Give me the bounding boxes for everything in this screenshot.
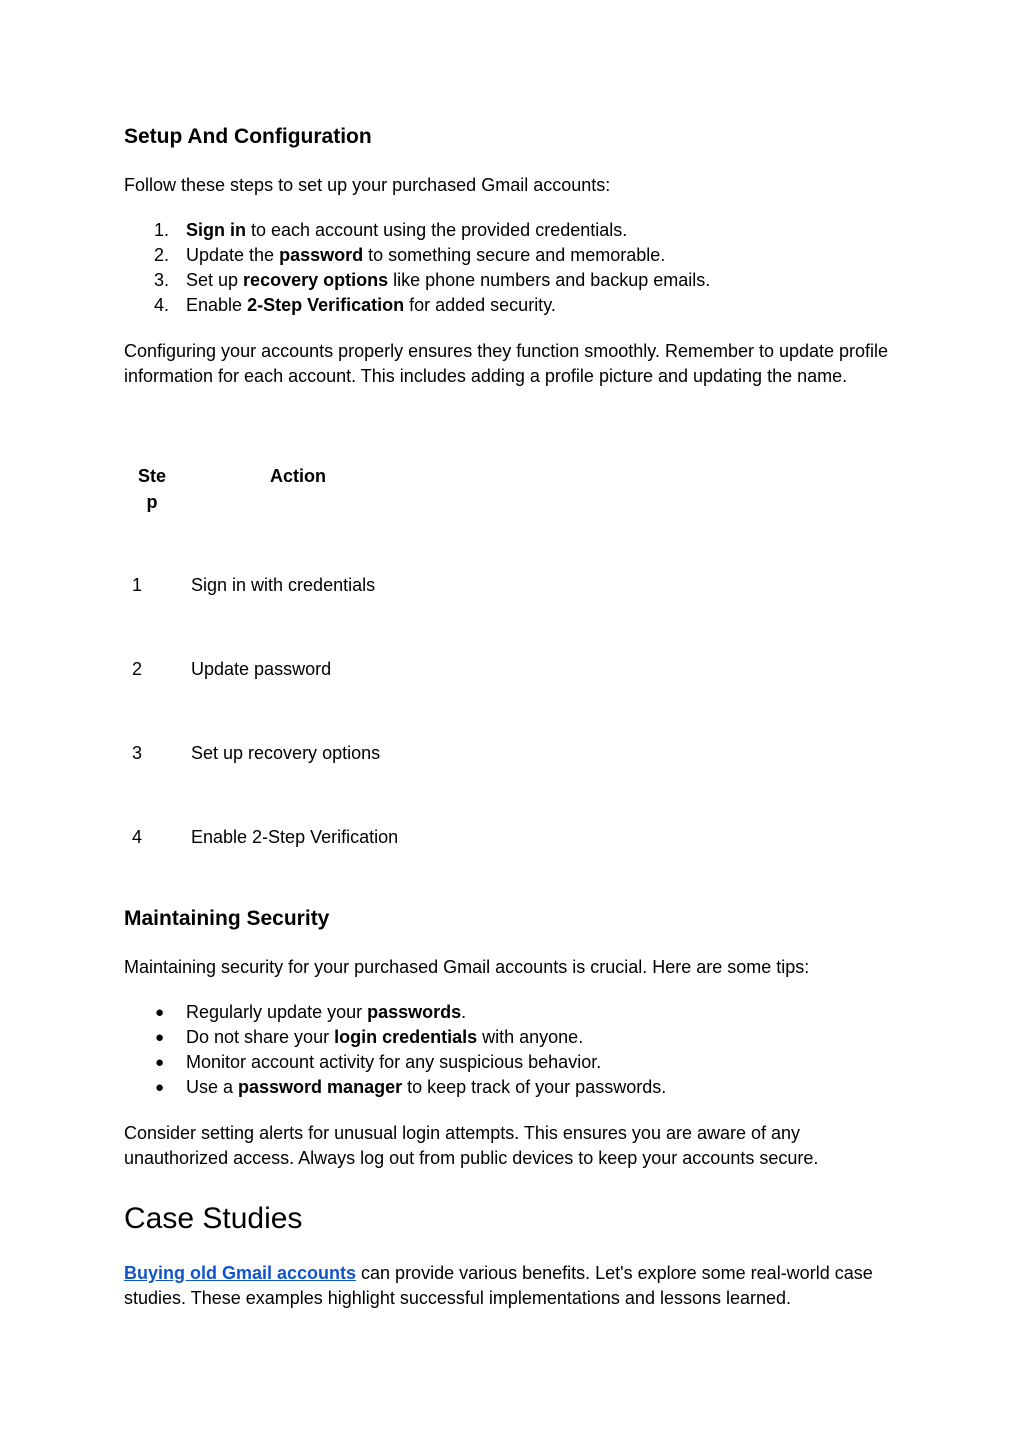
setup-paragraph: Configuring your accounts properly ensures they function smoothly. Remember to update profile information for each account. This includes adding a profile picture and updating the name.: [124, 341, 889, 386]
list-number: 4.: [154, 295, 170, 315]
list-number: 2.: [154, 245, 170, 265]
bold-text: recovery options: [243, 270, 389, 290]
table-cell-action: Enable 2-Step Verification: [191, 827, 399, 847]
table-cell-step: 1: [132, 575, 143, 595]
list-item: 1. Sign in to each account using the provided credentials.: [124, 218, 710, 243]
list-item: ● Do not share your login credentials with anyone.: [124, 1025, 666, 1050]
setup-intro: Follow these steps to set up your purchased Gmail accounts:: [124, 175, 611, 195]
bold-text: password manager: [238, 1077, 403, 1097]
bold-text: 2-Step Verification: [247, 295, 405, 315]
case-studies-heading: Case Studies: [124, 1202, 303, 1235]
security-tips-list: [124, 1000, 666, 1100]
bold-text: Sign in: [186, 220, 246, 240]
bold-text: login credentials: [334, 1027, 478, 1047]
bullet-icon: ●: [155, 1004, 165, 1021]
case-studies-paragraph: Buying old Gmail accounts can provide various benefits. Let's explore some real-world case studies. These examples highlight successful implementations and lessons learned.: [124, 1263, 873, 1308]
security-intro: Maintaining security for your purchased Gmail accounts is crucial. Here are some tips:: [124, 957, 810, 977]
setup-steps-list: [124, 218, 710, 318]
bullet-icon: ●: [155, 1079, 165, 1096]
list-item: ● Monitor account activity for any suspicious behavior.: [124, 1050, 666, 1075]
table-cell-action: Update password: [191, 659, 332, 679]
bullet-icon: ●: [155, 1054, 165, 1071]
list-item: ● Regularly update your passwords.: [124, 1000, 666, 1025]
table-cell-action: Sign in with credentials: [191, 575, 376, 595]
bullet-icon: ●: [155, 1029, 165, 1046]
table-cell-step: 4: [132, 827, 143, 847]
list-item: 4. Enable 2-Step Verification for added security.: [124, 293, 710, 318]
list-number: 3.: [154, 270, 170, 290]
list-item: 3. Set up recovery options like phone numbers and backup emails.: [124, 268, 710, 293]
security-heading: Maintaining Security: [124, 907, 330, 930]
table-cell-step: 3: [132, 743, 143, 763]
list-item: ● Use a password manager to keep track of your passwords.: [124, 1075, 666, 1100]
table-header-action: Action: [270, 466, 326, 486]
list-number: 1.: [154, 220, 170, 240]
bold-text: password: [279, 245, 364, 265]
table-header-step: Step: [137, 466, 166, 512]
bold-text: passwords: [367, 1002, 462, 1022]
security-paragraph: Consider setting alerts for unusual login attempts. This ensures you are aware of any unauthorized access. Always log out from public devices to keep your accounts secure.: [124, 1123, 819, 1168]
list-item: 2. Update the password to something secure and memorable.: [124, 243, 710, 268]
table-cell-action: Set up recovery options: [191, 743, 381, 763]
setup-heading: Setup And Configuration: [124, 125, 372, 148]
buying-gmail-link[interactable]: Buying old Gmail accounts: [124, 1263, 357, 1283]
table-cell-step: 2: [132, 659, 143, 679]
